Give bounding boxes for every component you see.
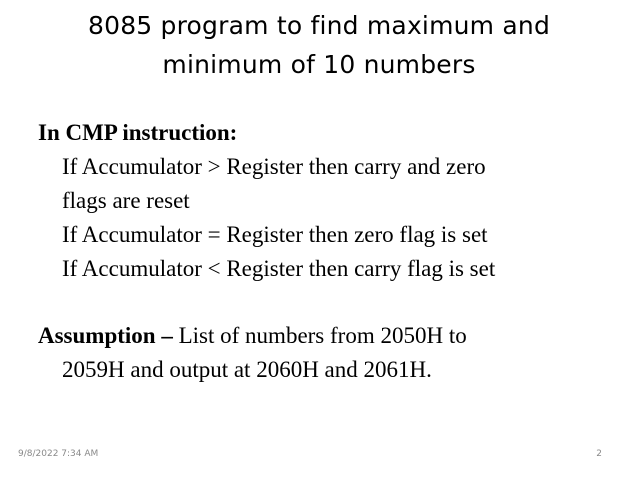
cmp-line-1: If Accumulator > Register then carry and zero [62, 154, 486, 179]
title-line-1: 8085 program to find maximum and [87, 11, 551, 40]
assumption-label: Assumption – [38, 323, 173, 348]
assumption-line-2: 2059H and output at 2060H and 2061H. [62, 357, 432, 382]
cmp-line-2: flags are reset [62, 188, 190, 213]
footer-date: 9/8/2022 7:34 AM [18, 449, 99, 459]
title-line-2: minimum of 10 numbers [162, 50, 476, 79]
cmp-line-4: If Accumulator < Register then carry flag is set [62, 256, 496, 281]
slide-title [20, 6, 618, 84]
assumption-text-1: List of numbers from 2050H to [172, 323, 467, 348]
cmp-heading: In CMP instruction: [38, 120, 238, 145]
assumption-line-1 [38, 319, 618, 353]
assumption-paragraph [38, 319, 618, 387]
cmp-line-3: If Accumulator = Register then zero flag is set [62, 222, 488, 247]
page-number: 2 [596, 449, 602, 459]
slide-body [38, 116, 618, 387]
